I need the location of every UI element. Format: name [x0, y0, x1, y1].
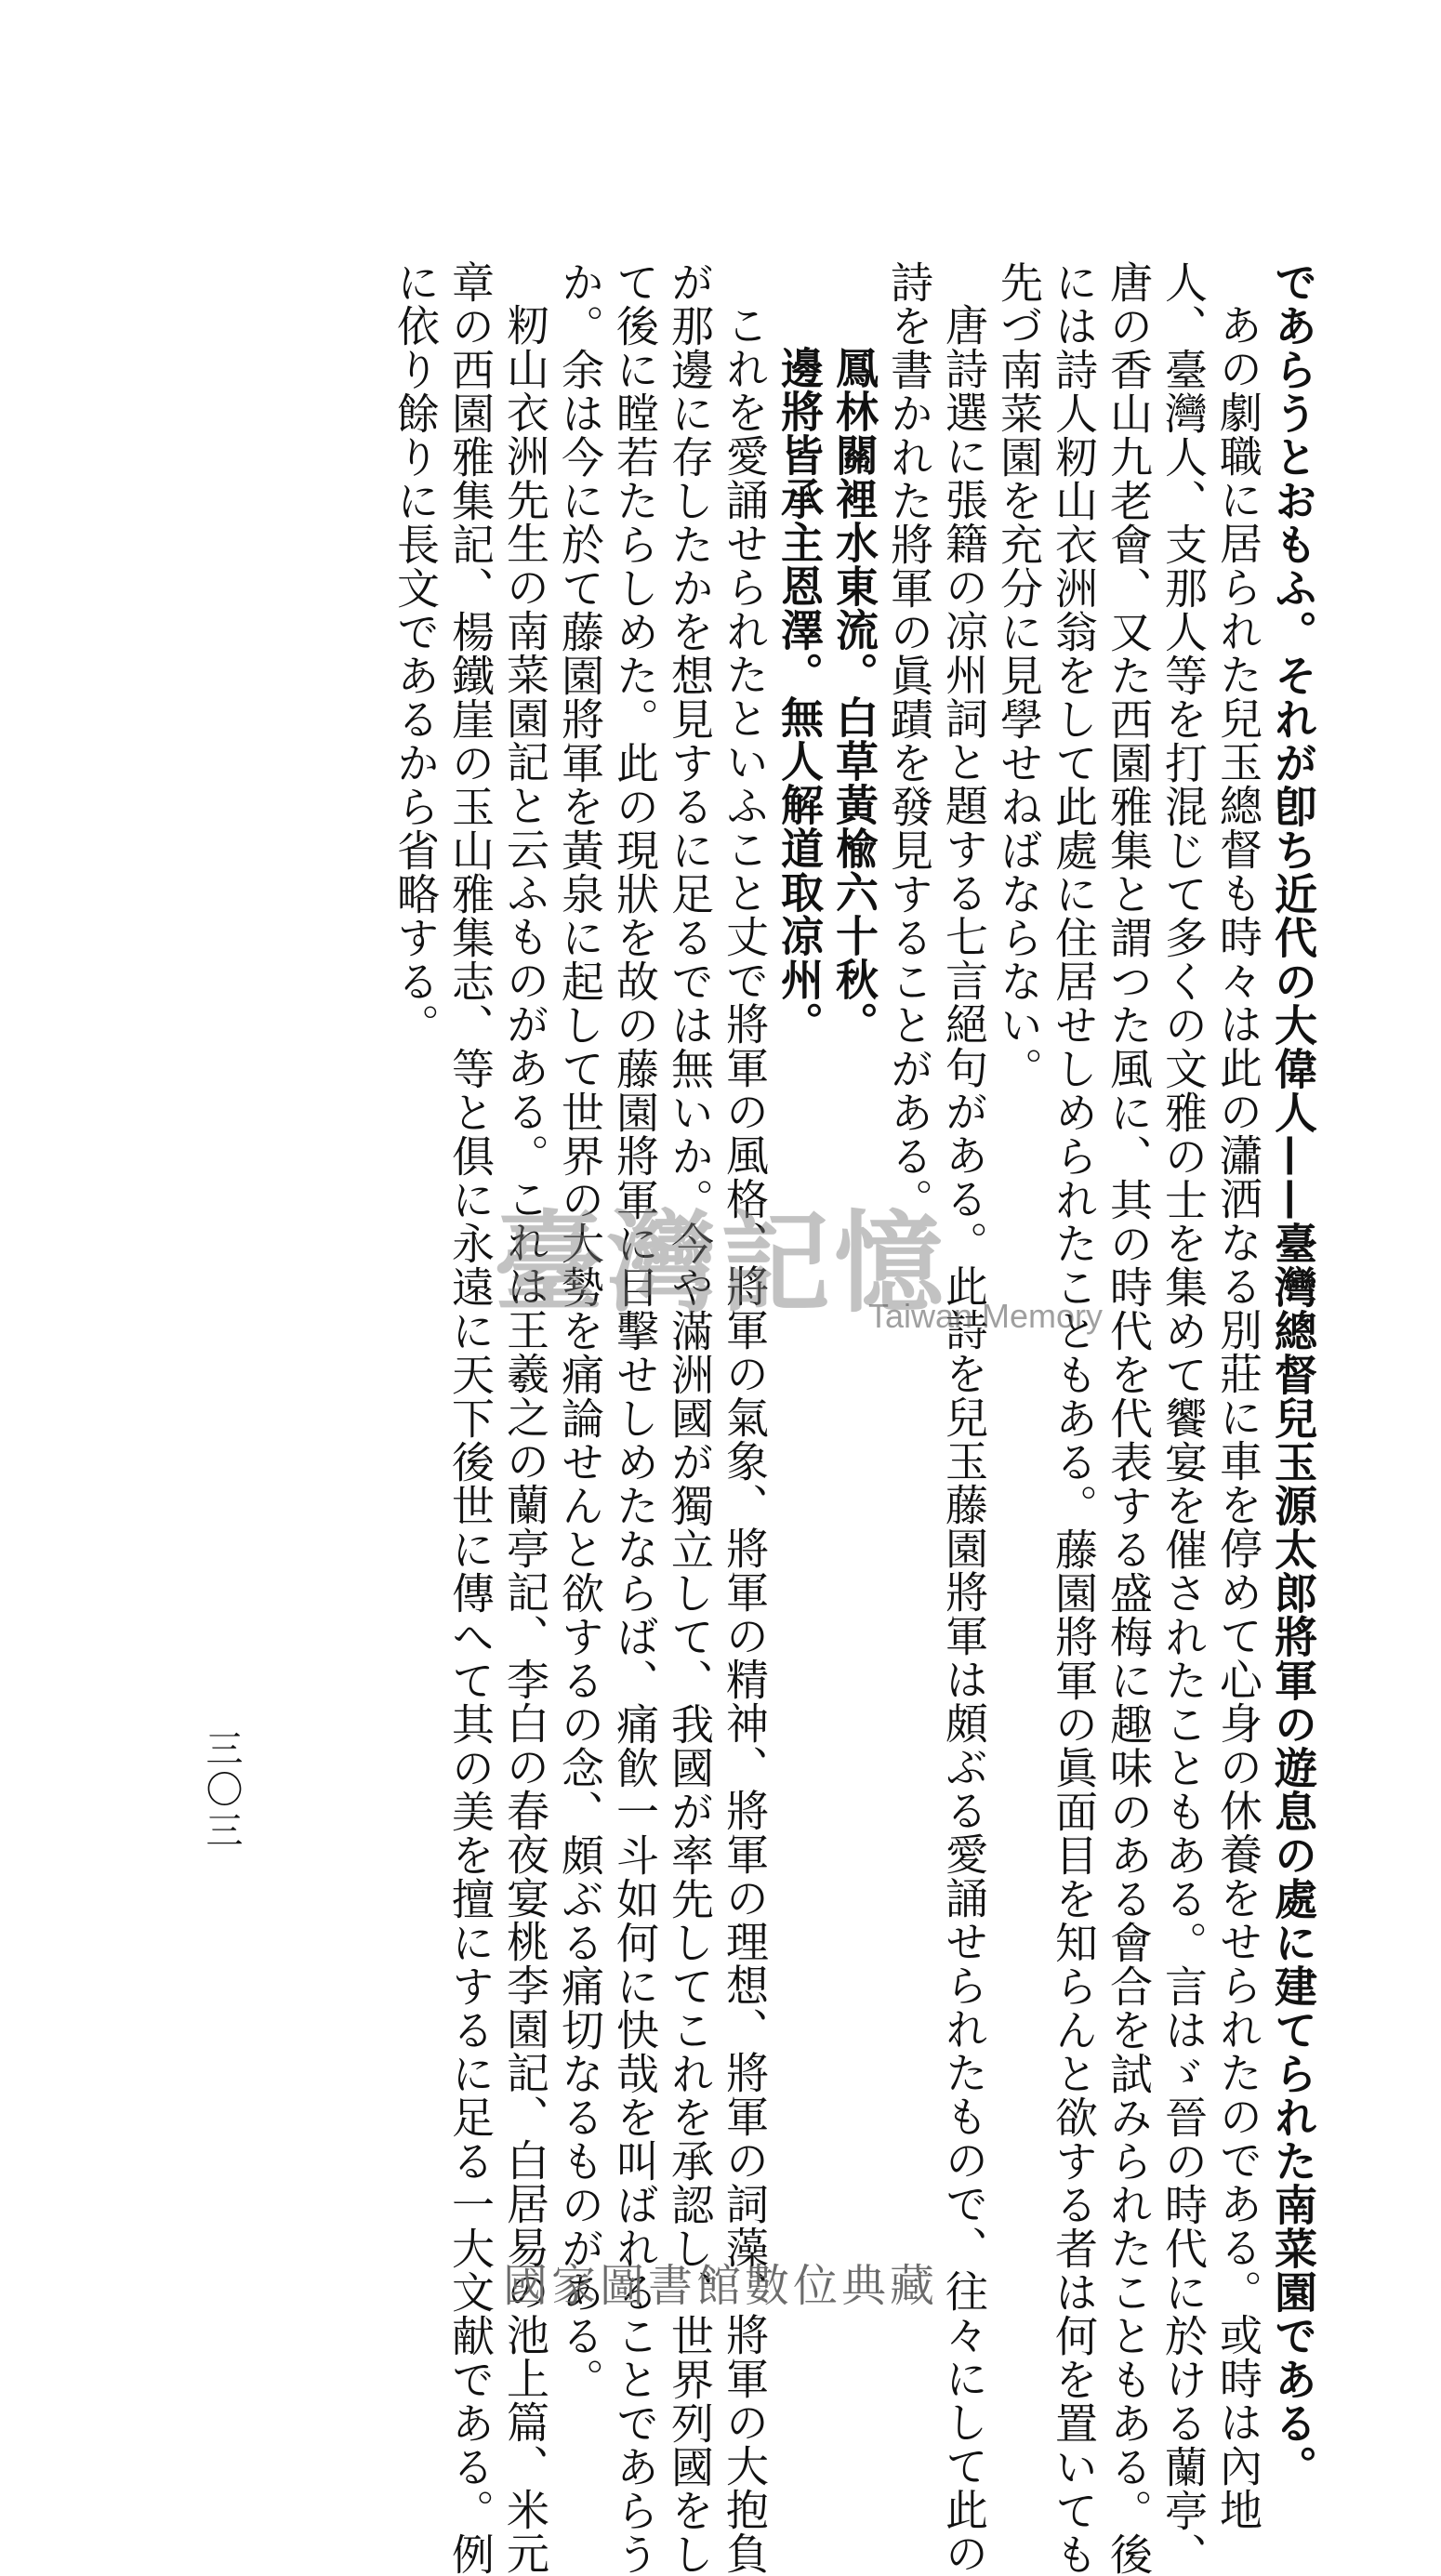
- text-column: あの劇職に居られた兒玉總督も時々は此の瀟洒なる別莊に車を停めて心身の休養をせられたのである。或時は內地: [1213, 303, 1263, 2531]
- text-column: 唐詩選に張籍の凉州詞と題する七言絕句がある。此詩を兒玉藤園將軍は頗ぶる愛誦せられたもので、往々にして此の: [939, 303, 989, 2575]
- text-column: 詩を書かれた將軍の眞蹟を發見することがある。: [884, 260, 934, 1222]
- watermark-subtitle: Taiwan Memory: [867, 1297, 1104, 1335]
- text-column: 籾山衣洲先生の南菜園記と云ふものがある。これは王羲之の蘭亭記、李白の春夜宴桃李園記、白居易の池上篇、米元: [500, 303, 550, 2575]
- text-column: て後に瞠若たらしめた。此の現狀を故の藤園將軍に目擊せしめたならば、痛飮一斗如何に快哉を叫ばれることであらう: [610, 260, 660, 2576]
- text-column: 唐の香山九老會、又た西園雅集と謂つた風に、其の時代を代表する盛梅に趣味のある會合を試みられたこともある。後: [1104, 260, 1154, 2576]
- poem-line: 鳳林關裡水東流。白草黃楡六十秋。: [829, 346, 879, 1045]
- text-column: か。余は今に於て藤園將軍を黃泉に起して世界の大勢を痛論せんと欲するの念、頗ぶる痛切なるものがある。: [555, 260, 605, 2401]
- poem-line: 邊將皆承主恩澤。無人解道取凉州。: [774, 346, 825, 1045]
- text-column: 章の西園雅集記、楊鐵崖の玉山雅集志、等と俱に永遠に天下後世に傳へて其の美を擅にするに足る一大文献である。例: [445, 260, 496, 2576]
- text-column: が那邊に存したかを想見するに足るでは無いか。今や滿洲國が獨立して、我國が率先してこれを承認し、世界列國をし: [665, 260, 715, 2576]
- archive-footer: 國家圖書館數位典藏: [502, 2260, 938, 2312]
- text-column: これを愛誦せられたといふこと丈で將軍の風格、將軍の氣象、將軍の精神、將軍の理想、將軍の詞藻、將軍の大抱負: [720, 303, 770, 2575]
- text-column: に依り餘りに長文であるから省略する。: [390, 260, 441, 1047]
- text-column: 先づ南菜園を充分に見學せねばならない。: [994, 260, 1044, 1090]
- text-column: 人、臺灣人、支那人等を打混じて多くの文雅の士を集めて饗宴を催されたこともある。言はゞ晉の時代に於ける蘭亭、: [1158, 260, 1209, 2576]
- text-column: であらうとおもふ。それが卽ち近代の大偉人——臺灣總督兒玉源太郎將軍の遊息の處に建てられた南菜園である。: [1268, 260, 1318, 2489]
- text-column: には詩人籾山衣洲翁をして此處に住居せしめられたこともある。藤園將軍の眞面目を知らんと欲する者は何を置いても: [1049, 260, 1099, 2576]
- page-number: 三〇三: [200, 1729, 243, 1852]
- watermark-logo: 臺灣記憶: [493, 1198, 948, 1328]
